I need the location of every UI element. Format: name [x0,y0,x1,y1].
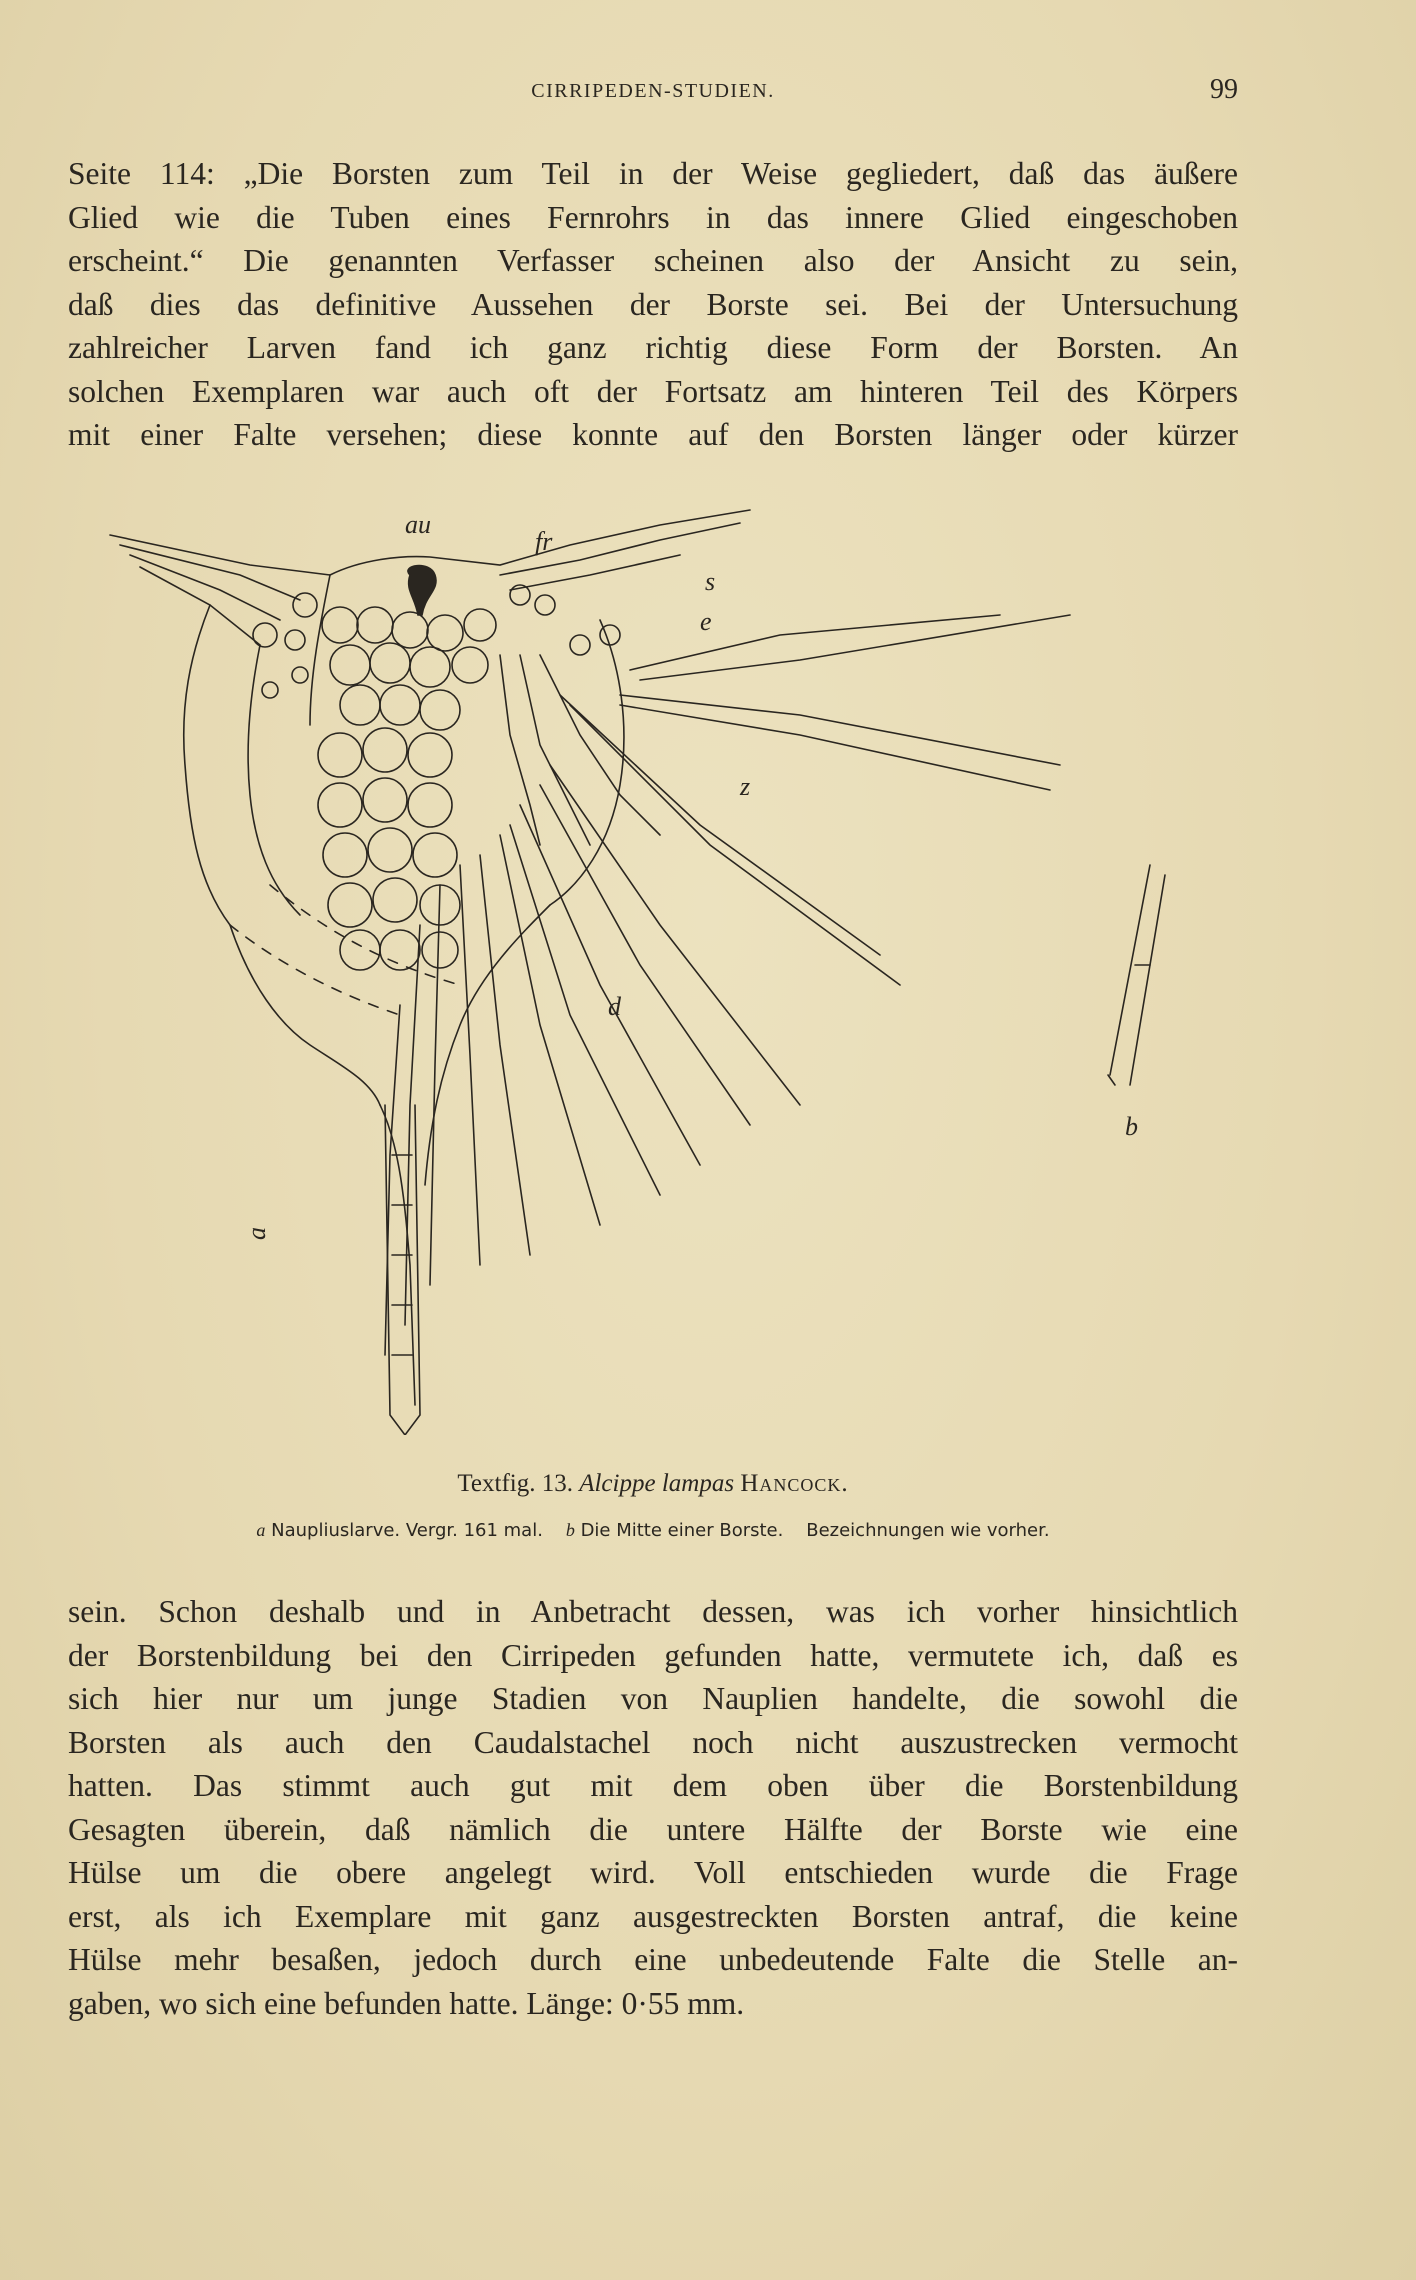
text-line: gaben, wo sich eine befunden hatte. Länge: 0·55 mm. [68,1985,745,2021]
legend-a-text: Naupliuslarve. Vergr. 161 mal. [271,1520,543,1541]
figure-caption-legend [68,1520,1238,1541]
body-cells [253,585,620,970]
label-z: z [740,772,751,801]
legend-b-letter: b [565,1520,575,1540]
caption-species: Alcippe lampas [579,1470,735,1497]
figure-nauplius-drawing [100,505,1210,1435]
text-line: Borsten als auch den Caudalstachel noch nicht auszustrecken vermocht [68,1724,1238,1760]
label-e: e [700,607,712,636]
text-line: hatten. Das stimmt auch gut mit dem oben über die Borstenbildung [68,1768,1238,1803]
label-fr: fr [535,527,553,556]
text-line: daß dies das definitive Aussehen der Borste sei. Bei der Untersuchung [68,286,1238,322]
label-s: s [705,567,716,596]
page-number: 99 [1210,74,1238,105]
detail-b-bristle [1108,865,1165,1085]
text-line: mit einer Falte versehen; diese konnte auf den Borsten länger oder kürzer [68,417,1238,452]
inner-dashed-lines [230,885,460,1015]
nauplius-eye [408,566,436,615]
label-au: au [405,510,431,539]
legend-b-text: Die Mitte einer Borste. [580,1520,784,1541]
text-line: Hülse mehr besaßen, jedoch durch eine unbedeutende Falte die Stelle an- [68,1942,1238,1977]
text-line: erst, als ich Exemplare mit ganz ausgestreckten Borsten antraf, die keine [68,1898,1238,1934]
text-line: Glied wie die Tuben eines Fernrohrs in das innere Glied eingeschoben [68,199,1238,235]
text-line: der Borstenbildung bei den Cirripeden gefunden hatte, vermutete ich, daß es [68,1637,1238,1673]
legend-note: Bezeichnungen wie vorher. [806,1520,1050,1541]
text-line: Hülse um die obere angelegt wird. Voll entschieden wurde die Frage [68,1855,1238,1890]
text-line: Gesagten überein, daß nämlich die untere Hälfte der Borste wie eine [68,1811,1238,1847]
caption-author: Hancock. [740,1470,849,1497]
legend-a-letter: a [256,1520,266,1540]
running-title: CIRRIPEDEN-STUDIEN. [531,80,775,102]
text-line: zahlreicher Larven fand ich ganz richtig diese Form der Borsten. An [68,330,1238,365]
page-header [68,72,1238,112]
label-a: a [242,1227,271,1240]
text-line: sein. Schon deshalb und in Anbetracht dessen, was ich vorher hinsichtlich [68,1594,1238,1629]
label-d: d [608,992,621,1021]
body-outline [184,575,624,1405]
appendages [385,615,1070,1355]
paragraph-bottom [68,1590,1238,2025]
text-line: solchen Exemplaren war auch oft der Fortsatz am hinteren Teil des Körpers [68,373,1238,409]
caption-prefix: Textfig. 13. [457,1470,573,1497]
paragraph-top [68,152,1238,457]
figure-caption-title [68,1470,1238,1498]
text-line: sich hier nur um junge Stadien von Nauplien handelte, die sowohl die [68,1681,1238,1716]
label-b: b [1125,1112,1138,1141]
text-line: Seite 114: „Die Borsten zum Teil in der Weise gegliedert, daß das äußere [68,156,1238,191]
text-line: erscheint.“ Die genannten Verfasser scheinen also der Ansicht zu sein, [68,243,1238,278]
